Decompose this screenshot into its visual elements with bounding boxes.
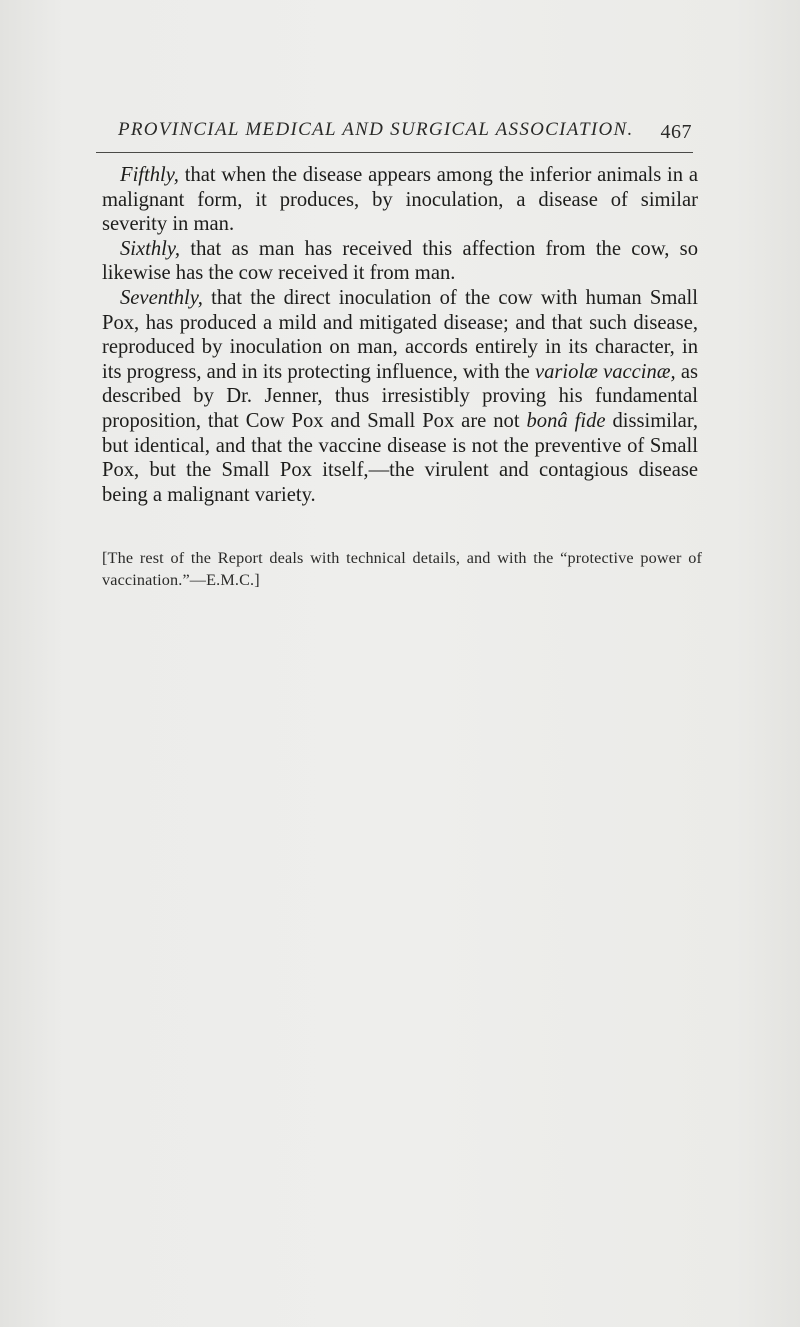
running-head [96, 117, 696, 151]
paragraph-lead: Fifthly, [120, 164, 179, 186]
paragraph-text: that the direct inoculation of the cow with human Small Pox, has produced a mild and mitigated disease; and that such disease, reproduced by inoculation on man, accords entirely in its character, in its progress, and in its protecting influence, with the [102, 286, 698, 383]
editorial-note [102, 548, 702, 591]
paragraph-lead: Seventhly, [120, 286, 203, 309]
paragraph-text: that when the disease appears among the inferior animals in a malignant form, it produces, by inoculation, a disease of similar severity in man. [102, 164, 698, 236]
page-number: 467 [660, 121, 692, 143]
italic-term: variolæ vaccinæ, [534, 360, 676, 383]
body-text [102, 163, 698, 507]
paragraph-text: dissimilar, but identical, and that the vaccine disease is not the preventive of Small Pox, but the Small Pox itself,—the virulent and contagious disease being a malignant variety. [102, 409, 699, 506]
paragraph-lead: Sixthly, [120, 237, 181, 260]
paragraph-fifthly [102, 163, 698, 237]
editorial-note-text: [The rest of the Report deals with technical details, and with the “protective power of vaccination.”—E.M.C.] [102, 549, 702, 589]
paragraph-text: as described by Dr. Jenner, thus irresistibly proving his fundamental proposition, that Cow Pox and Small Pox are not [102, 360, 698, 432]
italic-term: bonâ fide [526, 409, 606, 432]
paragraph-text: that as man has received this affection from the cow, so likewise has the cow received it from man. [102, 237, 698, 285]
header-rule [96, 152, 693, 153]
running-title: PROVINCIAL MEDICAL AND SURGICAL ASSOCIATION. [118, 119, 634, 140]
paragraph-sixthly [102, 237, 698, 286]
paragraph-seventhly [102, 286, 698, 507]
